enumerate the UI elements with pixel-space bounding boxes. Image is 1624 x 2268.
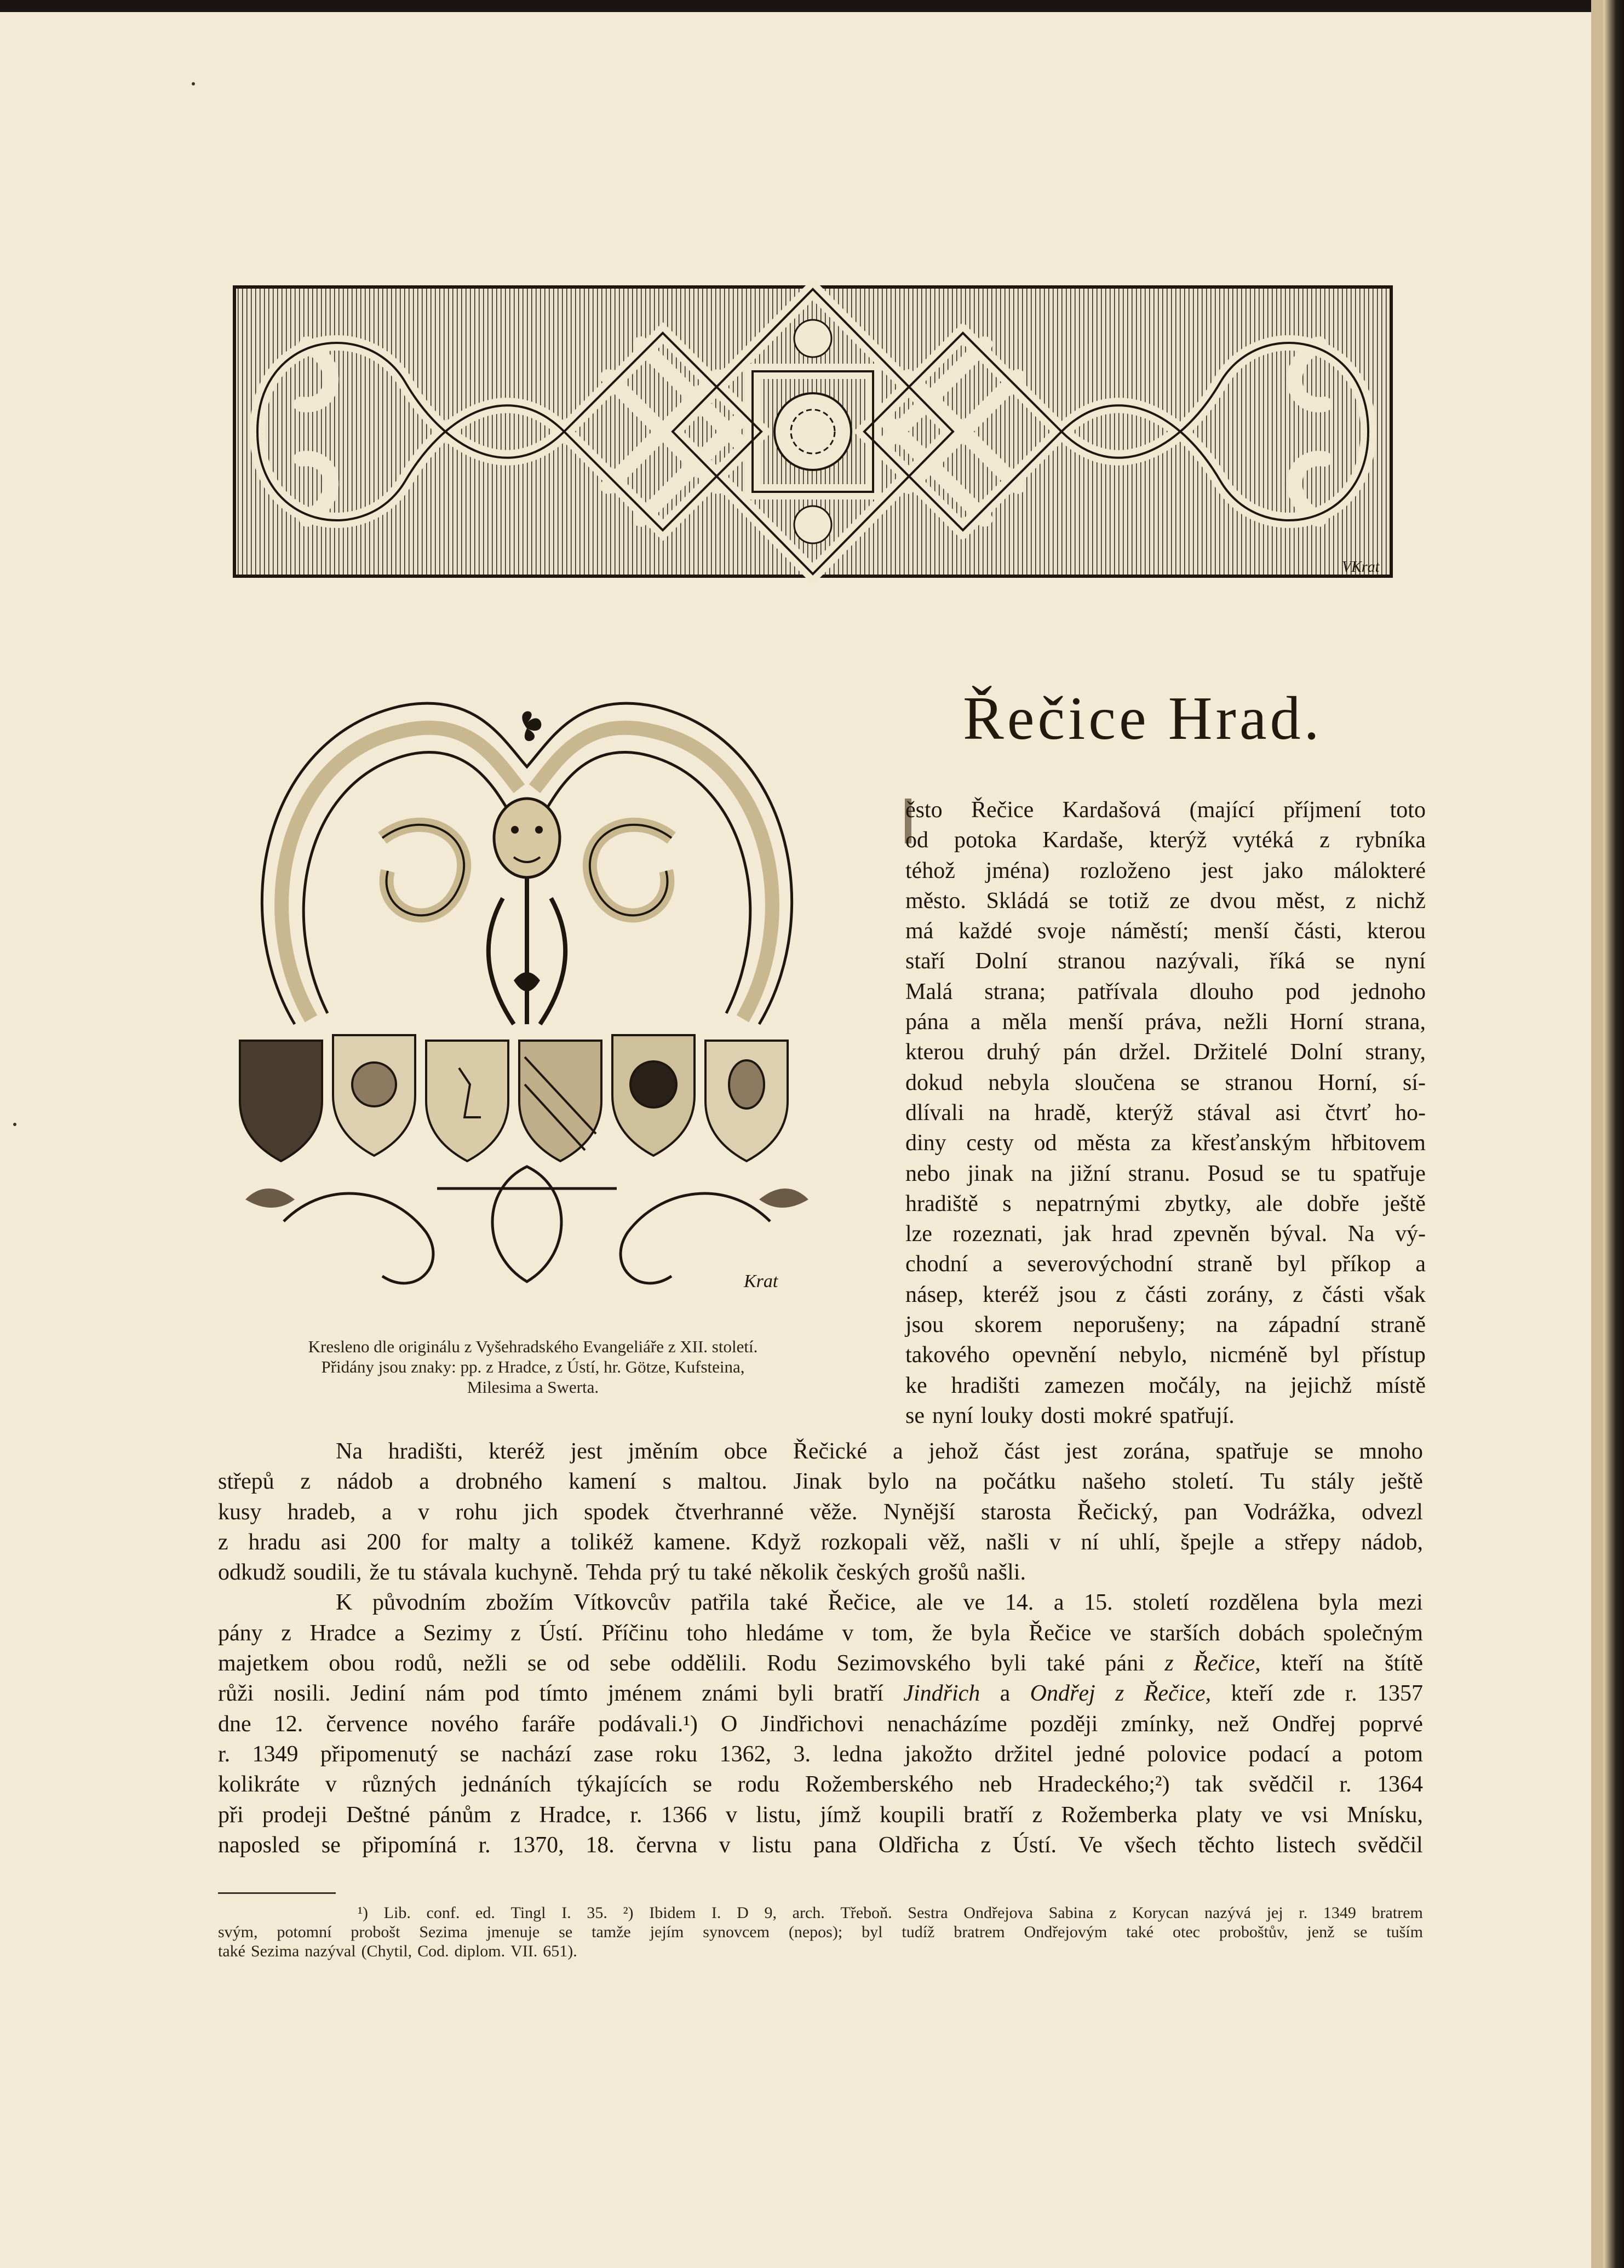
side-text-line: ke hradišti zamezen močály, na jejichž místě xyxy=(905,1373,1426,1398)
caption-line: Přidány jsou znaky: pp. z Hradce, z Ústí, hr. Götze, Kufsteina, xyxy=(321,1357,745,1376)
body-text-line: růži nosili. Jediní nám pod tímto jménem známi byli bratří Jindřich a Ondřej z Řečice, kteří zde r. 1357 xyxy=(218,1681,1423,1707)
body-text-line: střepů z nádob a drobného kamení s maltou. Jinak bylo na počátku našeho století. Tu stály ještě xyxy=(218,1469,1423,1495)
side-text-line: nebo jinak na jižní stranu. Posud se tu spatřuje xyxy=(905,1161,1426,1186)
body-text-line: z hradu asi 200 for malty a tolikéž kamene. Když rozkopali věž, našli v ní uhlí, špejle a střepy nádob, xyxy=(218,1529,1423,1555)
page-top-edge xyxy=(0,0,1624,12)
side-text-line: se nyní louky dosti mokré spatřují. xyxy=(905,1403,1235,1428)
side-text-line: hradiště s nepatrnými zbytky, ale dobře ještě xyxy=(905,1191,1426,1216)
side-text-line: ěsto Řečice Kardašová (mající příjmení toto xyxy=(905,797,1426,823)
side-text-line: dlívali na hradě, kterýž stával asi čtvrť ho- xyxy=(905,1100,1426,1126)
illustration-caption xyxy=(229,1336,837,1397)
frieze-signature: VKrat xyxy=(1342,559,1380,576)
body-text-line: dne 12. července nového faráře podávali.¹) O Jindřichovi nenacházíme později zmínky, než Ondřej poprvé xyxy=(218,1711,1423,1737)
body-text-line: kolikráte v různých jednáních týkajících se rodu Rožemberského neb Hradeckého;²) tak svědčil r. 1364 xyxy=(218,1772,1423,1798)
side-text-line: dokud nebyla sloučena se stranou Horní, sí- xyxy=(905,1070,1426,1095)
body-text-line: majetkem obou rodů, nežli se od sebe oddělili. Rodu Sezimovského byli také páni z Řečice, kteří na štítě xyxy=(218,1651,1423,1676)
body-text-line: Na hradišti, kteréž jest jměním obce Řečické a jehož část jest zorána, spatřuje se mnoho xyxy=(336,1439,1423,1464)
side-text-line: chodní a severovýchodní straně byl příkop a xyxy=(905,1251,1426,1277)
side-text-line: kterou druhý pán držel. Držitelé Dolní strany, xyxy=(905,1040,1426,1065)
body-text-line: při prodeji Deštné pánům z Hradce, r. 1366 v listu, jímž koupili bratří z Rožemberka platy ve vsi Mnísku, xyxy=(218,1802,1423,1828)
footnotes xyxy=(218,1903,1423,1961)
caption-line: Kresleno dle originálu z Vyšehradského Evangeliáře z XII. století. xyxy=(308,1337,758,1356)
body-text-line: K původním zbožím Vítkovcův patřila také Řečice, ale ve 14. a 15. století rozdělena byla mezi xyxy=(336,1590,1423,1616)
side-text-line: od potoka Kardaše, kterýž vytéká z rybníka xyxy=(905,828,1426,853)
side-text-line: město. Skládá se totiž ze dvou měst, z nichž xyxy=(905,888,1426,914)
book-spine-edge xyxy=(1591,0,1624,2268)
side-text-line: staří Dolní stranou nazývali, říká se nyní xyxy=(905,949,1426,974)
footnote-line: svým, potomní probošt Sezima jmenuje se tamže jejím synovcem (nepos); byl tudíž bratrem Ondřejovým také otec proboštův, jenž se tuším xyxy=(218,1923,1423,1941)
side-text-line: jsou skorem neporušeny; na západní straně xyxy=(905,1312,1426,1338)
page-title: Řečice Hrad. xyxy=(963,685,1323,753)
coat-of-arms-illustration xyxy=(218,641,836,1331)
side-text-line: má každé svoje náměstí; menší části, kterou xyxy=(905,918,1426,944)
side-text-line: téhož jména) rozloženo jest jako málokteré xyxy=(905,858,1426,883)
side-text-column xyxy=(905,795,1426,1431)
footnote-line: ¹) Lib. conf. ed. Tingl I. 35. ²) Ibidem I. D 9, arch. Třeboň. Sestra Ondřejova Sabina z Korycan nazývá jej r. 1349 bratrem xyxy=(358,1904,1423,1922)
main-text-body xyxy=(218,1437,1423,1861)
caption-line: Milesima a Swerta. xyxy=(467,1377,599,1397)
illustration-signature: Krat xyxy=(744,1271,778,1291)
body-text-line: r. 1349 připomenutý se nachází zase roku 1362, 3. ledna jakožto držitel jedné polovice podací a potom xyxy=(218,1741,1423,1767)
body-text-line: kusy hradeb, a v rohu jich spodek čtverhranné věže. Nynější starosta Řečický, pan Vodrážka, odvezl xyxy=(218,1499,1423,1525)
print-speck xyxy=(13,1123,16,1126)
side-text-line: takového opevnění nebylo, nicméně byl přístup xyxy=(905,1342,1426,1368)
ornamental-frieze xyxy=(225,267,1401,596)
side-text-line: Malá strana; patřívala dlouho pod jednoho xyxy=(905,979,1426,1004)
body-text-line: pány z Hradce a Sezimy z Ústí. Příčinu toho hledáme v tom, že byla Řečice ve starších dobách společným xyxy=(218,1620,1423,1646)
footnote-rule xyxy=(218,1892,336,1894)
body-text-line: naposled se připomíná r. 1370, 18. června v listu pana Oldřicha z Ústí. Ve všech těchto listech svědčil xyxy=(218,1832,1423,1858)
side-text-line: násep, kteréž jsou z části zorány, z části však xyxy=(905,1282,1426,1307)
side-text-line: diny cesty od města za křesťanským hřbitovem xyxy=(905,1130,1426,1156)
print-speck xyxy=(192,82,195,85)
side-text-line: lze rozeznati, jak hrad zpevněn býval. Na vý- xyxy=(905,1221,1426,1247)
footnote-line: také Sezima nazýval (Chytil, Cod. diplom. VII. 651). xyxy=(218,1942,577,1960)
side-text-line: pána a měla menší práva, nežli Horní strana, xyxy=(905,1009,1426,1035)
body-text-line: odkudž soudili, že tu stávala kuchyně. Tehda prý tu také několik českých grošů našli. xyxy=(218,1560,1026,1586)
